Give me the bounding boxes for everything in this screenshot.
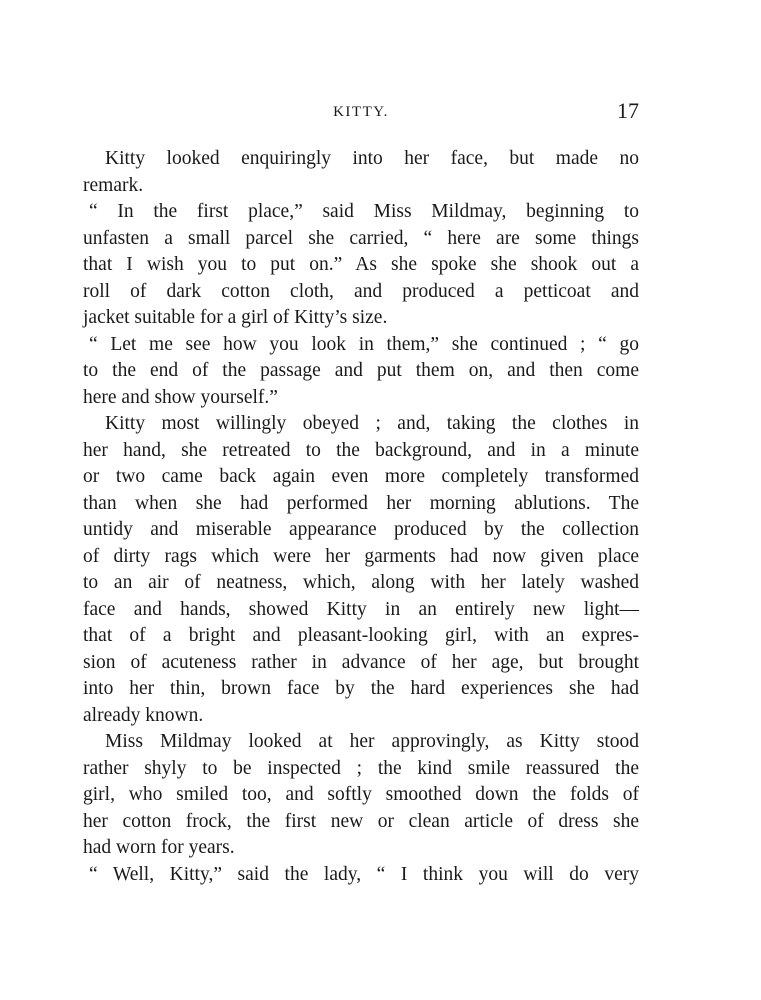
text-line: already known.: [83, 704, 204, 726]
text-line: rather shyly to be inspected ; the kind smile reassured the: [83, 757, 639, 779]
text-line: untidy and miserable appearance produced by the collection: [83, 519, 639, 540]
text-line: her cotton frock, the first new or clean article of dress she: [83, 810, 639, 832]
text-line: “ Well, Kitty,” said the lady, “ I think you will do very: [89, 863, 639, 885]
text-line: “ In the first place,” said Miss Mildmay, beginning to: [89, 201, 639, 222]
text-line: Kitty looked enquiringly into her face, but made no: [105, 148, 639, 169]
text-line: “ Let me see how you look in them,” she continued ; “ go: [89, 333, 639, 355]
page-number: 17: [617, 98, 639, 123]
text-line: into her thin, brown face by the hard experiences she had: [83, 678, 639, 699]
text-line: jacket suitable for a girl of Kitty’s size.: [83, 307, 388, 328]
body-text: [83, 146, 639, 888]
text-line: face and hands, showed Kitty in an entirely new light—: [83, 598, 639, 620]
page-header: [83, 98, 639, 126]
text-line: unfasten a small parcel she carried, “ here are some things: [83, 227, 639, 249]
text-line: or two came back again even more completely transformed: [83, 466, 639, 487]
text-line: that I wish you to put on.” As she spoke she shook out a: [83, 254, 639, 275]
text-line: here and show yourself.”: [83, 386, 278, 408]
text-line: girl, who smiled too, and softly smoothed down the folds of: [83, 784, 639, 805]
text-line: of dirty rags which were her garments had now given place: [83, 545, 639, 567]
text-line: that of a bright and pleasant-looking girl, with an expres-: [83, 625, 639, 646]
text-line: to an air of neatness, which, along with her lately washed: [83, 572, 639, 593]
text-line: than when she had performed her morning ablutions. The: [83, 492, 639, 514]
text-line: Miss Mildmay looked at her approvingly, as Kitty stood: [105, 731, 639, 752]
text-line: her hand, she retreated to the background, and in a minute: [83, 439, 639, 461]
text-line: roll of dark cotton cloth, and produced a petticoat and: [83, 280, 639, 302]
running-title: KITTY.: [333, 104, 389, 120]
text-line: Kitty most willingly obeyed ; and, taking the clothes in: [105, 413, 639, 434]
text-line: remark.: [83, 174, 144, 196]
text-line: sion of acuteness rather in advance of her age, but brought: [83, 651, 639, 673]
text-line: had worn for years.: [83, 837, 235, 858]
text-line: to the end of the passage and put them on, and then come: [83, 360, 639, 381]
